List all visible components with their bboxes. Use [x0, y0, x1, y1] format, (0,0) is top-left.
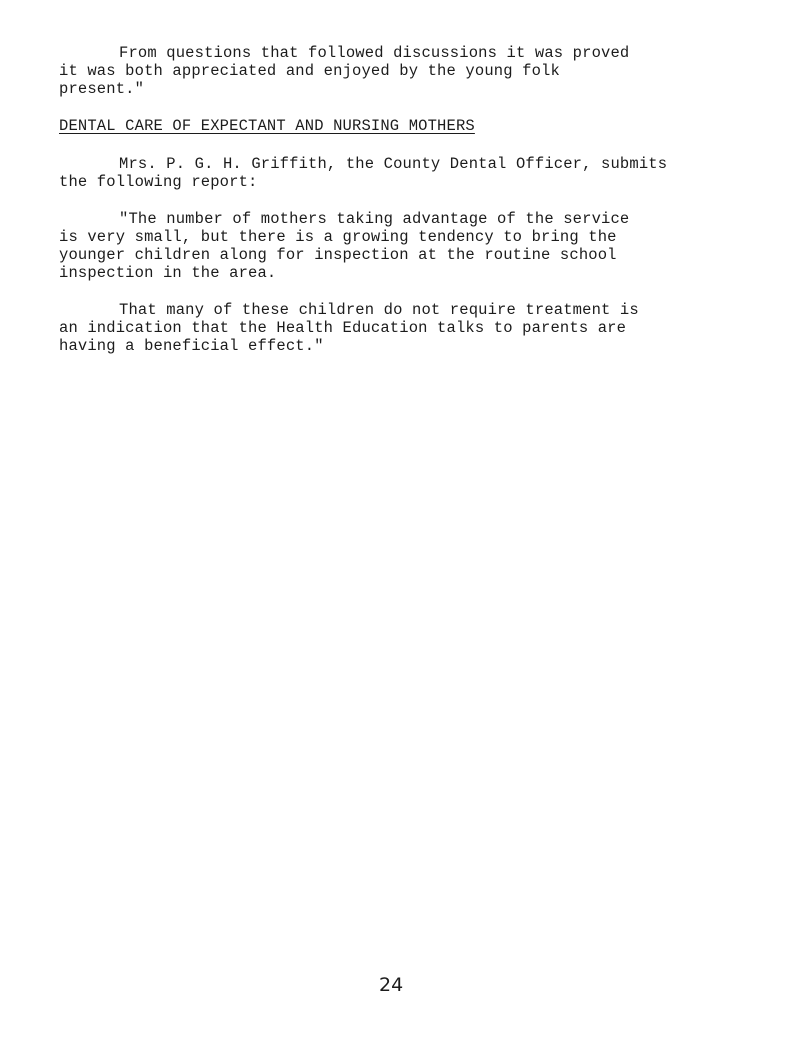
- paragraph-4-line-3: having a beneficial effect.": [59, 337, 324, 355]
- paragraph-3-line-3: younger children along for inspection at the routine school: [59, 246, 617, 264]
- paragraph-1-line-1: From questions that followed discussions it was proved: [119, 44, 630, 62]
- paragraph-4-line-1: That many of these children do not require treatment is: [119, 301, 639, 319]
- paragraph-1-line-2: it was both appreciated and enjoyed by the young folk: [59, 62, 560, 80]
- paragraph-2-line-2: the following report:: [59, 173, 258, 191]
- paragraph-1-line-3: present.": [59, 80, 145, 98]
- paragraph-3-line-4: inspection in the area.: [59, 264, 277, 282]
- paragraph-3-line-2: is very small, but there is a growing tendency to bring the: [59, 228, 617, 246]
- paragraph-2-line-1: Mrs. P. G. H. Griffith, the County Dental Officer, submits: [119, 155, 668, 173]
- section-heading: DENTAL CARE OF EXPECTANT AND NURSING MOTHERS: [59, 117, 475, 135]
- page-number: 24: [379, 974, 404, 996]
- paragraph-3-line-1: "The number of mothers taking advantage of the service: [119, 210, 630, 228]
- paragraph-4-line-2: an indication that the Health Education talks to parents are: [59, 319, 627, 337]
